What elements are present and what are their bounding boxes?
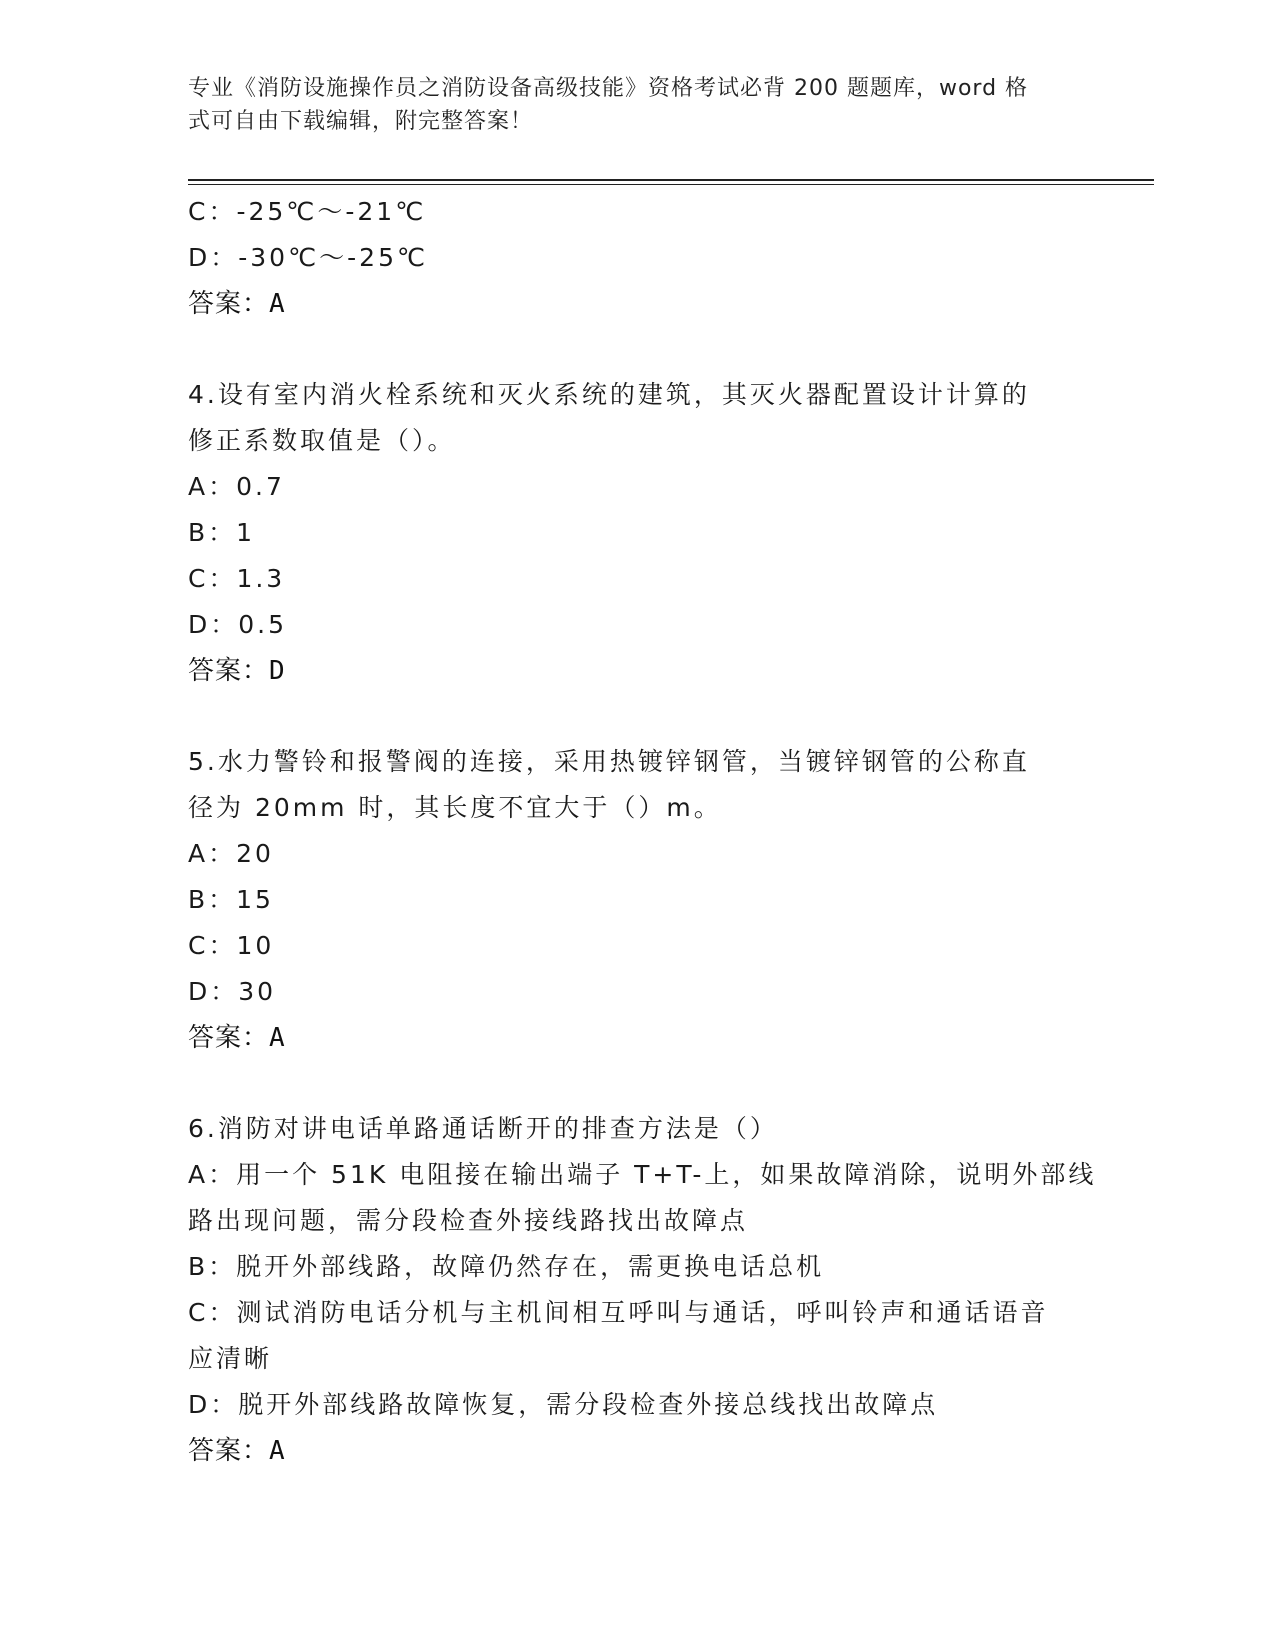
q4-answer-label: 答案：	[188, 656, 270, 686]
q3-answer	[188, 281, 1088, 327]
q6-answer-label: 答案：	[188, 1436, 270, 1466]
q4-stem-line-1: 4.设有室内消火栓系统和灭火系统的建筑，其灭火器配置设计计算的	[188, 380, 1030, 409]
q6-answer	[188, 1428, 1088, 1474]
question-4	[188, 372, 1088, 694]
spacer	[188, 694, 1088, 739]
q4-option-a: A：0.7	[188, 472, 285, 501]
q5-option-c: C：10	[188, 931, 275, 960]
question-3	[188, 189, 1088, 327]
q3-answer-label: 答案：	[188, 289, 270, 319]
header-line-2: 式可自由下载编辑，附完整答案！	[188, 109, 534, 134]
q3-answer-value: A	[269, 289, 286, 319]
header-divider-thin	[188, 184, 1154, 185]
q4-option-b: B：1	[188, 518, 256, 547]
q6-option-d: D：脱开外部线路故障恢复，需分段检查外接总线找出故障点	[188, 1390, 939, 1419]
question-6	[188, 1106, 1097, 1474]
spacer	[188, 327, 1088, 372]
document-header	[188, 72, 1068, 138]
q5-stem-line-1: 5.水力警铃和报警阀的连接，采用热镀锌钢管，当镀锌钢管的公称直	[188, 747, 1030, 776]
q3-option-c: C：-25℃～-21℃	[188, 197, 427, 226]
q6-option-b: B：脱开外部线路，故障仍然存在，需更换电话总机	[188, 1252, 825, 1281]
question-5	[188, 739, 1088, 1061]
q5-option-d: D：30	[188, 977, 277, 1006]
q6-stem: 6.消防对讲电话单路通话断开的排查方法是（）	[188, 1114, 778, 1143]
q4-option-d: D：0.5	[188, 610, 288, 639]
header-divider-thick	[188, 179, 1154, 181]
q4-option-c: C：1.3	[188, 564, 286, 593]
spacer	[188, 1061, 1088, 1106]
header-line-1: 专业《消防设施操作员之消防设备高级技能》资格考试必背 200 题题库，word 格	[188, 76, 1029, 101]
q6-option-a-line-2: 路出现问题，需分段检查外接线路找出故障点	[188, 1206, 749, 1235]
q4-answer-value: D	[269, 656, 286, 686]
question-list	[188, 189, 1097, 1474]
q5-answer-label: 答案：	[188, 1023, 270, 1053]
q5-answer-value: A	[269, 1023, 286, 1053]
q6-option-a-line-1: A：用一个 51K 电阻接在输出端子 T+T-上，如果故障消除，说明外部线	[188, 1160, 1097, 1189]
q5-answer	[188, 1015, 1088, 1061]
q5-option-b: B：15	[188, 885, 274, 914]
q6-option-c-line-1: C：测试消防电话分机与主机间相互呼叫与通话，呼叫铃声和通话语音	[188, 1298, 1049, 1327]
q4-stem-line-2: 修正系数取值是（）。	[188, 426, 456, 455]
q4-answer	[188, 648, 1088, 694]
q5-stem-line-2: 径为 20mm 时，其长度不宜大于（）m。	[188, 793, 722, 822]
q3-option-d: D：-30℃～-25℃	[188, 243, 429, 272]
q5-option-a: A：20	[188, 839, 274, 868]
q6-option-c-line-2: 应清晰	[188, 1344, 273, 1373]
q6-answer-value: A	[269, 1436, 286, 1466]
